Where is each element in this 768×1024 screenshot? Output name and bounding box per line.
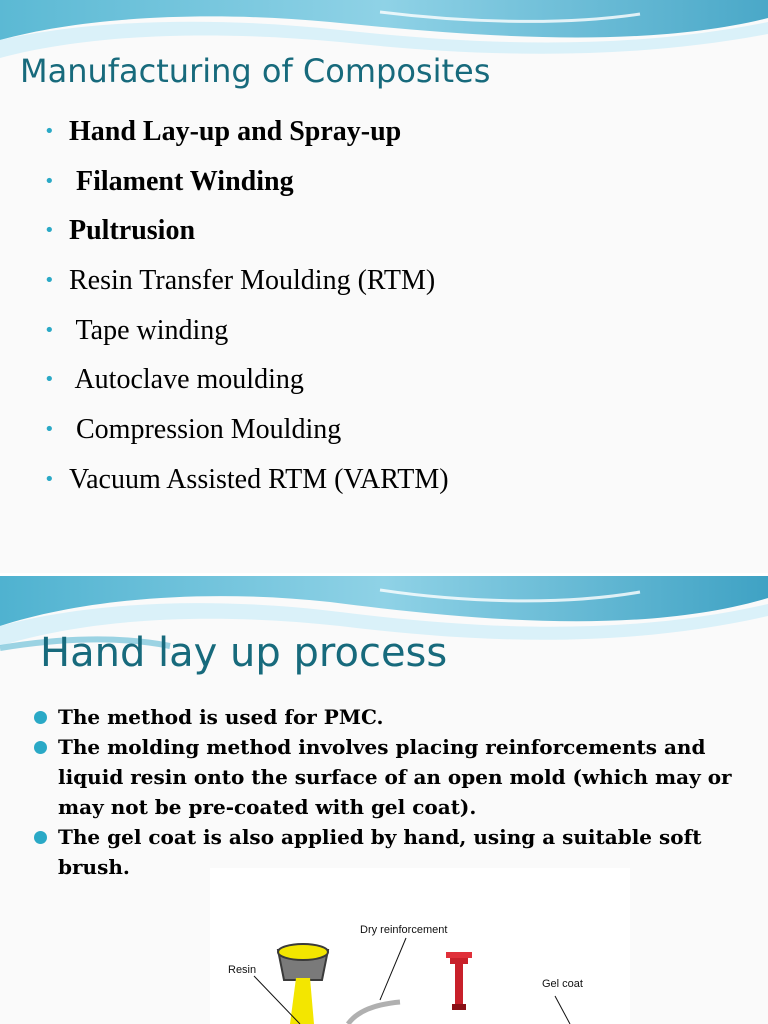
list-item [44, 464, 449, 514]
bullet-icon: • [44, 419, 55, 441]
list-item [44, 215, 449, 265]
bullet-icon: • [44, 319, 55, 341]
bullet-icon: • [44, 468, 55, 490]
bullet-icon [34, 831, 47, 844]
hand-lay-up-description-list [34, 702, 754, 882]
list-item-text: Vacuum Assisted RTM (VARTM) [69, 463, 449, 495]
list-item-text: Compression Moulding [69, 414, 342, 446]
slide-title: Manufacturing of Composites [20, 52, 491, 90]
slide-hand-lay-up-process [0, 576, 768, 1024]
list-item-text: Hand Lay-up and Spray-up [69, 116, 402, 147]
bullet-icon: • [44, 170, 55, 192]
list-item-text: Resin Transfer Moulding (RTM) [69, 265, 436, 297]
slide-title: Hand lay up process [40, 630, 448, 676]
hand-lay-up-diagram [210, 868, 630, 1024]
list-item [34, 732, 754, 822]
list-item [44, 116, 449, 166]
bullet-icon: • [44, 369, 55, 391]
list-item-text: Pultrusion [69, 215, 196, 247]
bullet-icon [34, 741, 47, 754]
list-item-text: Tape winding [69, 314, 229, 346]
list-item-text: Filament Winding [69, 165, 294, 197]
list-item-text: The molding method involves placing reinforcements and liquid resin onto the surface of an open mold (which may or may not be pre-coated with gel coat). [58, 735, 732, 819]
list-item [44, 364, 449, 414]
bullet-icon [34, 711, 47, 724]
bullet-icon: • [44, 121, 55, 142]
dry-reinforcement-icon [348, 1002, 400, 1024]
list-item [34, 702, 754, 732]
label-resin: Resin [228, 964, 257, 976]
list-item-text: The gel coat is also applied by hand, using a suitable soft brush. [58, 825, 702, 879]
list-item [44, 414, 449, 464]
bullet-icon: • [44, 220, 55, 242]
composite-methods-list [44, 116, 449, 514]
label-dry-reinforcement: Dry reinforcement [360, 924, 448, 936]
list-item-text: The method is used for PMC. [58, 705, 384, 729]
bullet-icon: • [44, 270, 55, 292]
list-item [44, 166, 449, 216]
diagram-drawing [210, 868, 630, 1024]
list-item [44, 315, 449, 365]
list-item-text: Autoclave moulding [69, 364, 304, 396]
label-gel-coat: Gel coat [542, 978, 583, 990]
list-item [44, 265, 449, 315]
